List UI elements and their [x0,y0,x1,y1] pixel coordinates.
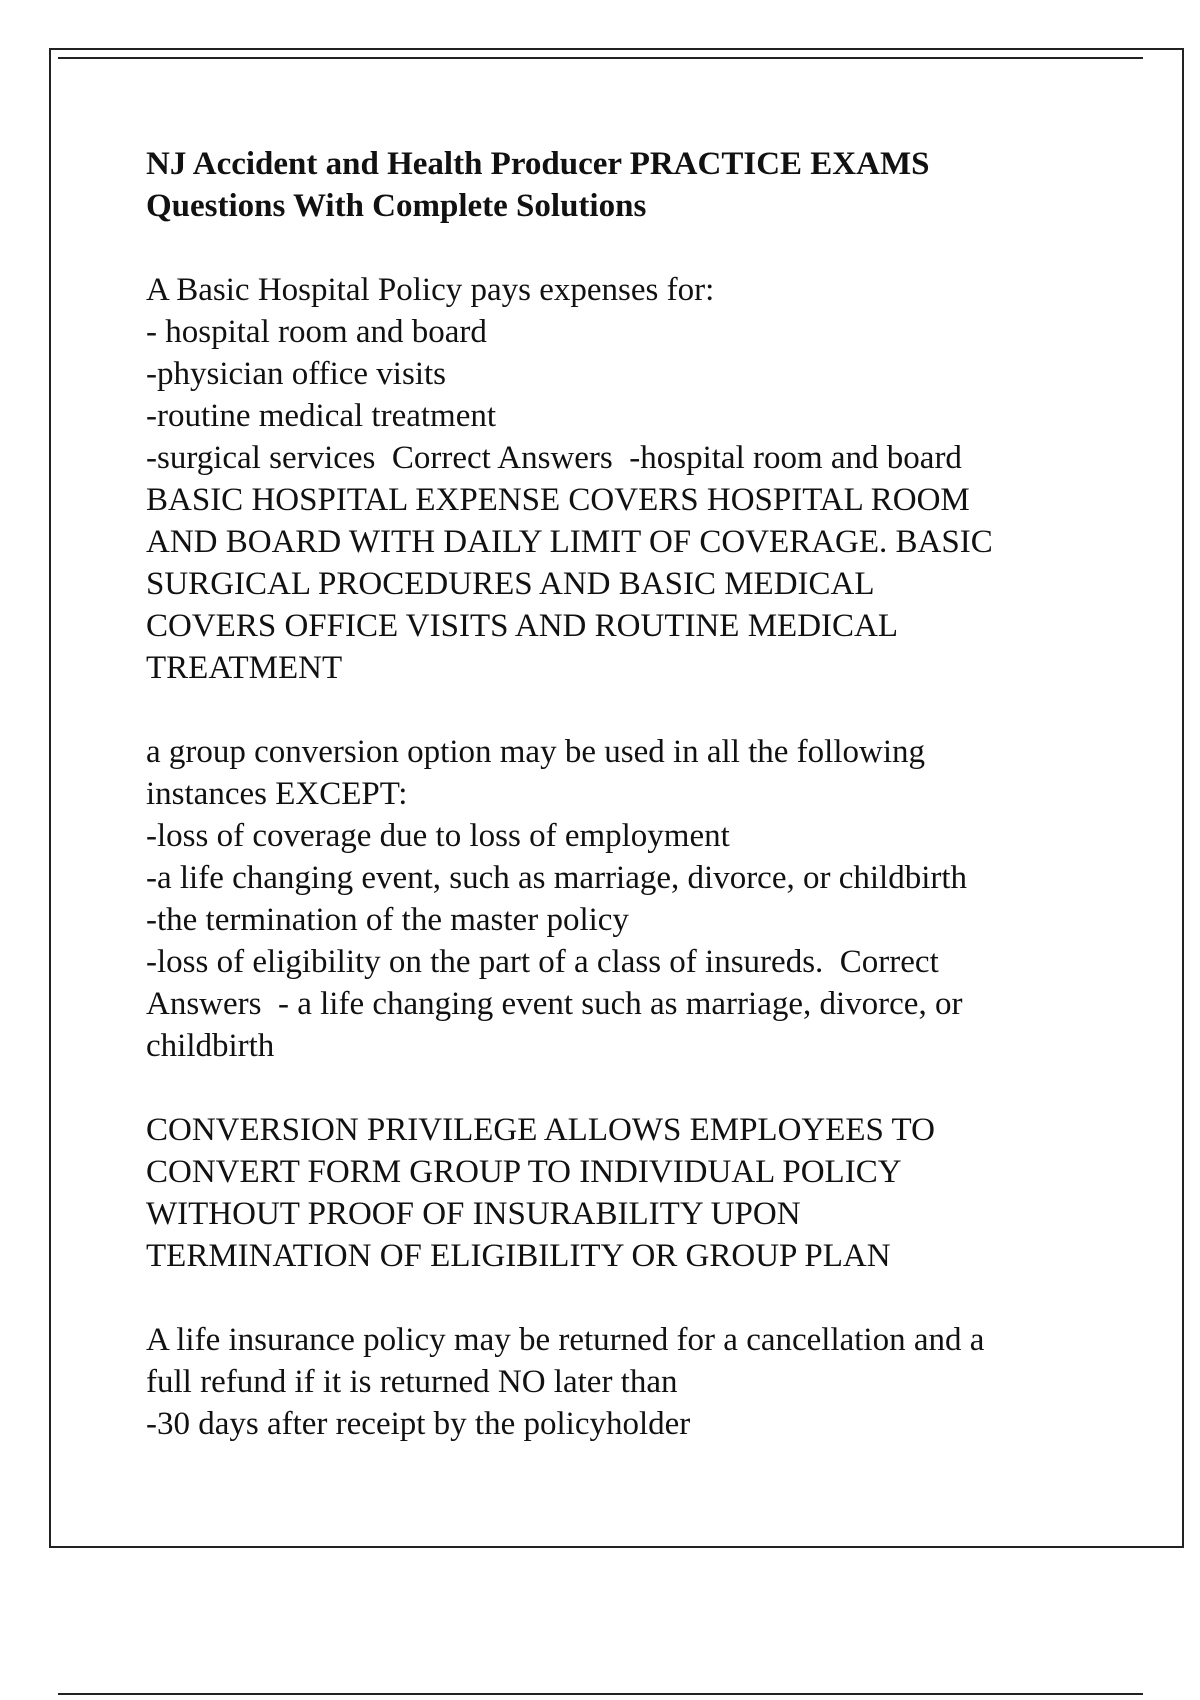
explanation-conversion-privilege [146,1109,1106,1277]
question-group-conversion [146,731,1106,1067]
text-line: A life insurance policy may be returned for a cancellation and a [146,1322,985,1358]
text-line: -a life changing event, such as marriage, divorce, or childbirth [146,860,968,896]
text-line: -loss of coverage due to loss of employment [146,818,730,854]
text-line: childbirth [146,1028,275,1064]
text-line: A Basic Hospital Policy pays expenses for: [146,272,715,308]
text-line: instances EXCEPT: [146,776,408,812]
text-line: -routine medical treatment [146,398,497,434]
text-line: TERMINATION OF ELIGIBILITY OR GROUP PLAN [146,1238,891,1274]
document-title [146,143,1106,227]
header-rule [58,57,1143,59]
text-line: COVERS OFFICE VISITS AND ROUTINE MEDICAL [146,608,899,644]
footer-rule [58,1693,1143,1695]
text-line: -loss of eligibility on the part of a class of insureds. Correct [146,944,939,980]
text-line: Answers - a life changing event such as marriage, divorce, or [146,986,963,1022]
text-line: -30 days after receipt by the policyholder [146,1406,691,1442]
text-line: -surgical services Correct Answers -hospital room and board [146,440,962,476]
text-line: BASIC HOSPITAL EXPENSE COVERS HOSPITAL ROOM [146,482,970,518]
text-line: -the termination of the master policy [146,902,629,938]
text-line: CONVERSION PRIVILEGE ALLOWS EMPLOYEES TO [146,1112,935,1148]
question-life-insurance-return [146,1319,1106,1445]
text-line: AND BOARD WITH DAILY LIMIT OF COVERAGE. BASIC [146,524,993,560]
title-line: NJ Accident and Health Producer PRACTICE EXAMS [146,146,930,182]
question-hospital-policy [146,269,1106,689]
text-line: -physician office visits [146,356,446,392]
text-line: TREATMENT [146,650,343,686]
text-line: a group conversion option may be used in all the following [146,734,926,770]
title-line: Questions With Complete Solutions [146,188,647,224]
document-body [146,143,1106,1487]
text-line: CONVERT FORM GROUP TO INDIVIDUAL POLICY [146,1154,902,1190]
text-line: WITHOUT PROOF OF INSURABILITY UPON [146,1196,801,1232]
text-line: - hospital room and board [146,314,487,350]
text-line: full refund if it is returned NO later than [146,1364,678,1400]
text-line: SURGICAL PROCEDURES AND BASIC MEDICAL [146,566,875,602]
